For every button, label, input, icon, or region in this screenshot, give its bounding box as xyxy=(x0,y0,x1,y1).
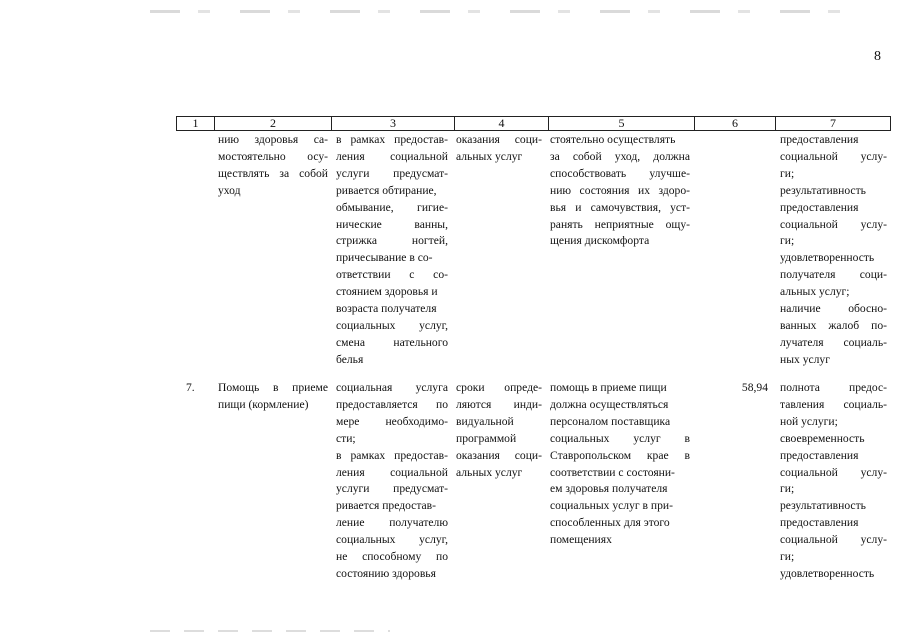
text-line: способствовать улучше- xyxy=(550,166,690,180)
text-line: оказания соци- xyxy=(456,133,542,146)
row7-tariff: 58,94 xyxy=(741,381,768,394)
text-line: социальных услуг, xyxy=(336,533,448,547)
text-line: нические ванны, xyxy=(336,217,448,231)
text-line: обмывание, гигие- xyxy=(336,200,448,214)
text-line: своевременность xyxy=(780,431,865,445)
text-line: мере необходимо- xyxy=(336,414,448,428)
text-line: нию здоровья са- xyxy=(218,133,328,146)
text-line: ответствии с со- xyxy=(336,268,448,282)
column-header-1: 1 xyxy=(192,116,199,130)
continuation-cell-col7 xyxy=(780,132,887,369)
text-line: помощь в приеме пищи xyxy=(550,381,667,394)
text-line: ление получателю xyxy=(336,516,448,530)
text-line: ванных жалоб по- xyxy=(780,318,887,332)
row7-number: 7. xyxy=(186,381,195,394)
text-line: удовлетворенность xyxy=(780,566,875,580)
text-line: ги; xyxy=(780,166,795,180)
column-header-5: 5 xyxy=(548,117,694,130)
text-line: должна осуществляться xyxy=(550,397,669,411)
scan-artifact-top xyxy=(150,10,860,13)
text-line: ривается обтирание, xyxy=(336,183,437,197)
text-line: белья xyxy=(336,352,364,366)
text-line: стоянием здоровья и xyxy=(336,285,438,299)
row7-quality-indicators xyxy=(780,380,887,583)
continuation-cell-col3 xyxy=(336,132,448,369)
text-line: тавления социаль- xyxy=(780,397,887,411)
row7-terms xyxy=(456,380,542,481)
text-line: не способному по xyxy=(336,550,448,564)
text-line: социальная услуга xyxy=(336,381,448,394)
text-line: получателя соци- xyxy=(780,268,887,282)
continuation-cell-col2 xyxy=(218,132,328,200)
continuation-cell-col5 xyxy=(550,132,690,250)
continuation-cell-col4 xyxy=(456,132,542,166)
text-line: сроки опреде- xyxy=(456,381,542,394)
text-line: помещениях xyxy=(550,533,612,547)
text-line: предоставления xyxy=(780,133,859,146)
text-line: в рамках предостав- xyxy=(336,133,448,146)
text-line: оказания соци- xyxy=(456,448,542,462)
text-line: программой xyxy=(456,431,517,445)
text-line: социальной услу- xyxy=(780,465,887,479)
row7-service-name xyxy=(218,380,328,414)
text-line: возраста получателя xyxy=(336,302,437,316)
text-line: за собой уход, должна xyxy=(550,149,690,163)
text-line: социальной услу- xyxy=(780,533,887,547)
column-header-7: 7 xyxy=(775,117,890,130)
text-line: ранять неприятные ощу- xyxy=(550,217,690,231)
text-line: удовлетворенность xyxy=(780,251,875,265)
text-line: персоналом поставщика xyxy=(550,414,671,428)
text-line: ем здоровья получателя xyxy=(550,482,668,496)
column-header-4: 4 xyxy=(454,117,548,130)
text-line: социальных услуг в при- xyxy=(550,499,673,513)
text-line: соответствии с состояни- xyxy=(550,465,675,479)
text-line: результативность xyxy=(780,183,866,197)
text-line: смена нательного xyxy=(336,335,448,349)
scan-artifact-bottom xyxy=(150,630,390,632)
text-line: социальной услу- xyxy=(780,217,887,231)
text-line: мостоятельно осу- xyxy=(218,149,328,163)
text-line: предоставления xyxy=(780,516,859,530)
page-number: 8 xyxy=(874,49,881,64)
text-line: наличие обосно- xyxy=(780,302,887,316)
text-line: предоставления xyxy=(780,448,859,462)
text-line: Ставропольском крае в xyxy=(550,448,690,462)
text-line: ной услуги; xyxy=(780,414,838,428)
text-line: пищи (кормление) xyxy=(218,397,309,411)
text-line: ществлять за собой xyxy=(218,166,328,180)
text-line: стоятельно осуществлять xyxy=(550,133,676,146)
text-line: вья и самочувствия, уст- xyxy=(550,200,690,214)
text-line: стрижка ногтей, xyxy=(336,234,448,248)
text-line: в рамках предостав- xyxy=(336,448,448,462)
row7-conditions xyxy=(550,380,690,549)
text-line: причесывание в со- xyxy=(336,251,433,265)
text-line: ления социальной xyxy=(336,465,448,479)
text-line: способленных для этого xyxy=(550,516,670,530)
text-line: ных услуг xyxy=(780,352,830,366)
text-line: лучателя социаль- xyxy=(780,335,887,349)
text-line: социальной услу- xyxy=(780,149,887,163)
text-line: альных услуг xyxy=(456,465,523,479)
text-line: уход xyxy=(218,183,241,197)
text-line: нию состояния их здоро- xyxy=(550,183,690,197)
text-line: ляются инди- xyxy=(456,397,542,411)
column-header-2: 2 xyxy=(214,117,331,130)
text-line: ги; xyxy=(780,482,795,496)
text-line: состоянию здоровья xyxy=(336,566,436,580)
text-line: услуги предусмат- xyxy=(336,166,448,180)
text-line: социальных услуг в xyxy=(550,431,690,445)
text-line: результативность xyxy=(780,499,866,513)
text-line: социальных услуг, xyxy=(336,318,448,332)
text-line: альных услуг xyxy=(456,149,523,163)
row7-service-description xyxy=(336,380,448,583)
text-line: ги; xyxy=(780,550,795,564)
text-line: видуальной xyxy=(456,414,514,428)
column-header-6: 6 xyxy=(694,117,775,130)
text-line: Помощь в приеме xyxy=(218,381,328,394)
text-line: щения дискомфорта xyxy=(550,234,650,248)
text-line: предоставляется по xyxy=(336,397,448,411)
text-line: ривается предостав- xyxy=(336,499,437,513)
text-line: альных услуг; xyxy=(780,285,850,299)
text-line: предоставления xyxy=(780,200,859,214)
text-line: ги; xyxy=(780,234,795,248)
text-line: сти; xyxy=(336,431,356,445)
text-line: услуги предусмат- xyxy=(336,482,448,496)
text-line: полнота предос- xyxy=(780,381,887,394)
table-header-row xyxy=(176,116,891,131)
column-header-3: 3 xyxy=(331,117,454,130)
text-line: ления социальной xyxy=(336,149,448,163)
